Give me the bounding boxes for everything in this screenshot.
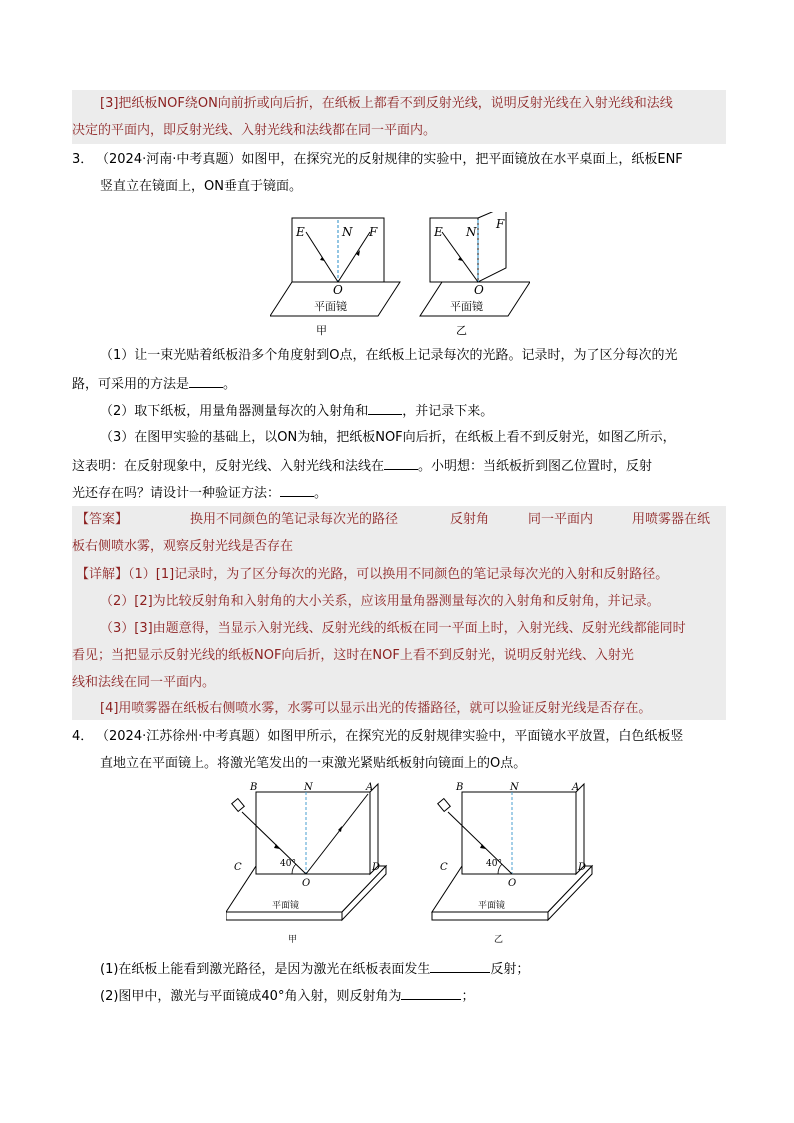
question-3-part-1-end: 。 (223, 377, 237, 392)
question-3-part-2-end: ，并记录下来。 (402, 404, 494, 419)
label-D-yi: D (578, 862, 587, 873)
answer-3: 同一平面内 (528, 512, 594, 527)
answer-2: 反射角 (450, 512, 490, 527)
question-4-part-2 (100, 985, 474, 1007)
question-3-part-3-text-b: 。小明想：当纸板折到图乙位置时，反射 (418, 459, 653, 474)
answer-blank-3[interactable] (384, 455, 418, 470)
detail-line-3: （3）[3]由题意得，当显示入射光线、反射光线的纸板在同一平面上时，入射光线、反射光线都能同时 (100, 621, 686, 636)
question-3-stem-line-1 (96, 150, 683, 170)
label-A-yi: A (572, 782, 580, 793)
figure-yi (420, 212, 530, 337)
detail-1-text: （1）[1]记录时，为了区分每次的光路，可以换用不同颜色的笔记录每次光的入射和反射路径。 (128, 567, 669, 582)
mirror-label-yi: 平面镜 (450, 300, 483, 313)
question-4-stem-line-2: 直地立在平面镜上。将激光笔发出的一束激光紧贴纸板射向镜面上的O点。 (100, 756, 527, 771)
question-4-part-2-text: (2)图甲中，激光与平面镜成40°角入射，则反射角为 (100, 989, 402, 1004)
answer-line-2: 板右侧喷水雾，观察反射光线是否存在 (72, 539, 294, 554)
answer-1: 换用不同颜色的笔记录每次光的路径 (190, 512, 399, 527)
figure-4-yi (432, 782, 592, 945)
question-3-part-3-line-2 (72, 455, 652, 477)
previous-answer-line-2: 决定的平面内，即反射光线、入射光线和法线都在同一平面内。 (72, 123, 437, 138)
question-4-part-1-text: (1)在纸板上能看到激光路径，是因为激光在纸板表面发生 (100, 962, 431, 977)
question-4-part-1-end: 反射； (490, 962, 530, 977)
figure-4-jia (226, 782, 386, 945)
caption-yi: 乙 (456, 324, 467, 337)
question-3-part-1-line-2 (72, 373, 236, 395)
question-3-part-3-end: 。 (314, 486, 328, 501)
question-3-part-3-line-3 (72, 482, 327, 504)
question-3-part-3-line-1: （3）在图甲实验的基础上，以ON为轴，把纸板NOF向后折，在纸板上看不到反射光，如图乙所示， (100, 430, 676, 445)
detail-line-2: （2）[2]为比较反射角和入射角的大小关系，应该用量角器测量每次的入射角和反射角，并记录。 (100, 594, 660, 609)
detail-block (72, 560, 726, 720)
question-3-stem-text-1: 如图甲，在探究光的反射规律的实验中，把平面镜放在水平桌面上，纸板ENF (241, 152, 683, 167)
caption-q4-jia: 甲 (288, 935, 298, 945)
question-3-part-1-text: 路，可采用的方法是 (72, 377, 190, 392)
label-E-yi: E (434, 225, 443, 239)
question-3-stem-line-2: 竖直立在镜面上，ON垂直于镜面。 (100, 179, 302, 194)
angle-label-jia: 40° (280, 859, 296, 869)
question-4-part-1 (100, 958, 529, 980)
angle-label-yi: 40° (486, 859, 502, 869)
label-N-q4-jia: N (304, 782, 313, 793)
label-F-yi: F (496, 217, 505, 231)
detail-line-1 (76, 565, 668, 585)
question-3-number: 3． (72, 152, 94, 167)
label-N-q4-yi: N (510, 782, 519, 793)
answer-block (72, 506, 726, 560)
answer-4: 用喷雾器在纸 (632, 512, 711, 527)
question-3-part-2-text: （2）取下纸板，用量角器测量每次的入射角和 (100, 404, 369, 419)
question-3-part-1-line-1: （1）让一束光贴着纸板沿多个角度射到O点，在纸板上记录每次的光路。记录时，为了区分每次的光 (100, 348, 678, 363)
mirror-label-q4-yi: 平面镜 (478, 901, 506, 911)
question-3-figure (270, 212, 530, 340)
answer-blank-q4-2[interactable] (401, 985, 461, 1000)
label-B-yi: B (456, 782, 464, 793)
question-4-figure (226, 780, 596, 950)
label-O-jia: O (333, 283, 343, 297)
mirror-label-jia: 平面镜 (314, 300, 347, 313)
previous-answer-line-1: [3]把纸板NOF绕ON向前折或向后折，在纸板上都看不到反射光线，说明反射光线在入射光线和法线 (100, 96, 673, 111)
label-C-jia: C (234, 862, 242, 873)
label-F-jia: F (369, 225, 378, 239)
label-A-jia: A (366, 782, 374, 793)
question-3-source: （2024·河南·中考真题） (96, 152, 242, 167)
answer-label: 【答案】 (76, 512, 129, 527)
detail-line-5: 线和法线在同一平面内。 (72, 675, 216, 690)
previous-answer-block (72, 90, 726, 144)
label-E-jia: E (296, 225, 305, 239)
detail-line-6: [4]用喷雾器在纸板右侧喷水雾，水雾可以显示出光的传播路径，就可以验证反射光线是否存在。 (100, 701, 652, 716)
question-4-stem-line-1 (96, 727, 683, 747)
question-4-stem-text-1: 如图甲所示，在探究光的反射规律实验中，平面镜水平放置，白色纸板竖 (267, 729, 684, 744)
detail-label: 【详解】 (76, 567, 129, 582)
label-O-q4-yi: O (508, 878, 517, 889)
question-3-part-3-text-c: 光还存在吗？请设计一种验证方法： (72, 486, 281, 501)
question-4-number: 4． (72, 729, 94, 744)
question-3-part-3-text-a: 这表明：在反射现象中，反射光线、入射光线和法线在 (72, 459, 385, 474)
question-4-source: （2024·江苏徐州·中考真题） (96, 729, 268, 744)
caption-jia: 甲 (316, 324, 327, 337)
label-D-jia: D (372, 862, 381, 873)
figure-jia (270, 218, 400, 337)
caption-q4-yi: 乙 (494, 935, 504, 945)
label-N-yi: N (466, 225, 477, 239)
mirror-label-q4-jia: 平面镜 (272, 901, 300, 911)
label-O-q4-jia: O (302, 878, 311, 889)
question-3-part-2 (100, 400, 493, 422)
label-B-jia: B (250, 782, 258, 793)
answer-blank-q4-1[interactable] (430, 958, 490, 973)
detail-line-4: 看见；当把显示反射光线的纸板NOF向后折，这时在NOF上看不到反射光，说明反射光线、入射光 (72, 648, 634, 663)
label-C-yi: C (440, 862, 448, 873)
answer-blank-2[interactable] (368, 400, 402, 415)
label-N-jia: N (342, 225, 353, 239)
answer-blank-4[interactable] (280, 482, 314, 497)
label-O-yi: O (474, 283, 484, 297)
answer-blank-1[interactable] (189, 373, 223, 388)
question-4-part-2-end: ； (461, 989, 475, 1004)
